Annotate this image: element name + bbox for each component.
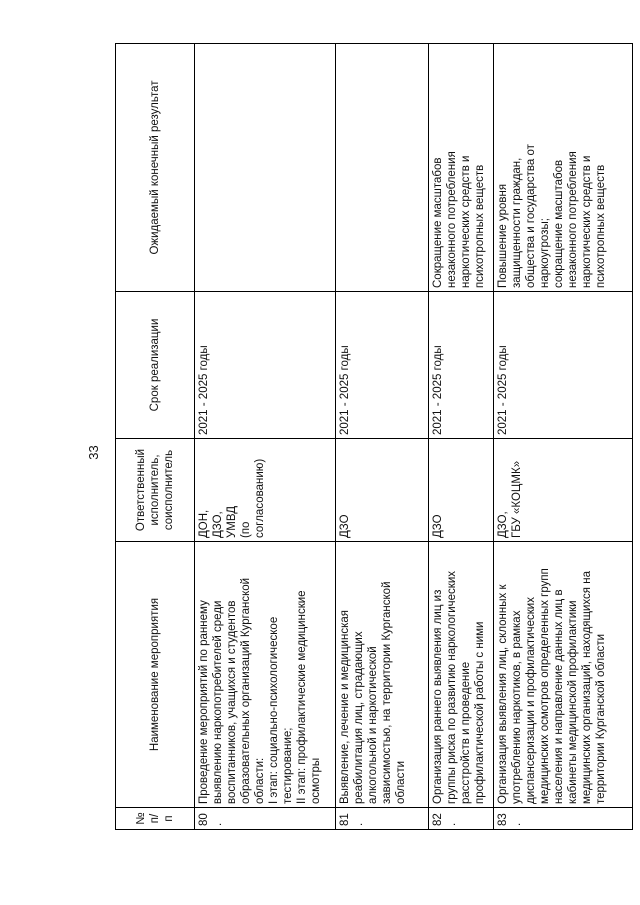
row-name-line: I этап: социально-психологическое — [268, 616, 280, 804]
row-responsible — [494, 439, 633, 542]
row-responsible-line: УМВД — [226, 505, 238, 538]
header-result: Ожидаемый конечный результат — [116, 44, 195, 292]
header-responsible: Ответственный исполнитель, соисполнитель — [116, 439, 195, 542]
row-name — [429, 542, 494, 808]
row-result-line: психотропных веществ — [474, 164, 486, 288]
row-result — [195, 44, 336, 292]
row-name-line: Организация раннего выявления лиц из — [432, 589, 444, 804]
row-result — [494, 44, 633, 292]
row-responsible-line: ГБУ «КОЦМК» — [511, 460, 523, 538]
row-responsible — [429, 439, 494, 542]
table-row — [195, 44, 336, 830]
row-num: 81. — [336, 808, 429, 830]
row-name-line: территории Курганской области — [595, 633, 607, 804]
row-responsible — [336, 439, 429, 542]
row-term: 2021 - 2025 годы — [429, 292, 494, 439]
row-name-line: Проведение мероприятий по раннему — [198, 600, 210, 804]
row-result-line: наркотических средств и — [581, 155, 593, 288]
row-name — [195, 542, 336, 808]
row-name-line: группы риска по развитию наркологических — [446, 570, 458, 804]
row-name-line: населения и направление данных лиц в — [553, 589, 565, 804]
row-result-line: наркотических средств и — [460, 155, 472, 288]
row-result-line: сокращение масштабов — [553, 159, 565, 288]
row-responsible — [195, 439, 336, 542]
row-name — [336, 542, 429, 808]
row-result-line: Повышение уровня — [497, 183, 509, 288]
table-row — [429, 44, 494, 830]
row-result — [429, 44, 494, 292]
row-name-line: выявлению наркопотребителей среди — [212, 600, 224, 804]
page-number: 33 — [86, 445, 101, 460]
row-name — [494, 542, 633, 808]
row-result-line: наркоугрозы; — [539, 218, 551, 288]
row-result-line: Сокращение масштабов — [432, 157, 444, 288]
row-num: 80. — [195, 808, 336, 830]
row-name-line: воспитанников, учащихся и студентов — [226, 600, 238, 804]
row-name-line: тестирование; — [282, 727, 294, 804]
row-name-line: Организация выявления лиц, склонных к — [497, 584, 509, 804]
row-num: 83. — [494, 808, 633, 830]
row-term: 2021 - 2025 годы — [494, 292, 633, 439]
row-name-line: медицинских осмотров определенных групп — [539, 568, 551, 804]
row-name-line: употреблению наркотиков, в рамках — [511, 610, 523, 804]
row-name-line: профилактической работы с ними — [474, 621, 486, 804]
row-name-line: расстройств и проведение — [460, 661, 472, 804]
row-result-line: незаконного потребления — [446, 151, 458, 288]
row-name-line: области — [395, 760, 407, 804]
row-name-line: кабинеты медицинской профилактики — [567, 600, 579, 804]
row-name-line: II этап: профилактические медицинские — [296, 590, 308, 804]
table-row — [494, 44, 633, 830]
row-responsible-line: ДЗО — [339, 514, 351, 538]
row-result-line: психотропных веществ — [595, 164, 607, 288]
header-name: Наименование мероприятия — [116, 542, 195, 808]
row-name-line: Выявление, лечение и медицинская — [339, 610, 351, 804]
row-term: 2021 - 2025 годы — [195, 292, 336, 439]
row-result-line: защищенности граждан, — [511, 157, 523, 288]
row-name-line: медицинских организаций, находящихся на — [581, 571, 593, 804]
row-name-line: алкогольной и наркотической — [367, 646, 379, 804]
row-responsible-line: (по согласованию) — [240, 458, 266, 538]
header-num: № п/п — [116, 808, 195, 830]
table-row — [336, 44, 429, 830]
row-name-line: образовательных организаций Курганской — [240, 577, 252, 804]
header-term: Срок реализации — [116, 292, 195, 439]
row-name-line: области: — [254, 757, 266, 804]
row-name-line: зависимостью, на территории Курганской — [381, 581, 393, 804]
row-responsible-line: ДЗО — [432, 514, 444, 538]
row-result-line: незаконного потребления — [567, 151, 579, 288]
row-result-line: общества и государства от — [525, 144, 537, 288]
activities-table — [115, 43, 633, 830]
row-responsible-line: ДОН, — [198, 509, 210, 538]
row-responsible-line: ДЗО, — [212, 511, 224, 538]
row-result — [336, 44, 429, 292]
row-term: 2021 - 2025 годы — [336, 292, 429, 439]
row-num: 82. — [429, 808, 494, 830]
table-header-row — [116, 44, 195, 830]
row-name-line: диспансеризации и профилактических — [525, 597, 537, 804]
row-responsible-line: ДЗО, — [497, 511, 509, 538]
row-name-line: осмотры — [310, 757, 322, 804]
row-name-line: реабилитация лиц, страдающих — [353, 631, 365, 804]
